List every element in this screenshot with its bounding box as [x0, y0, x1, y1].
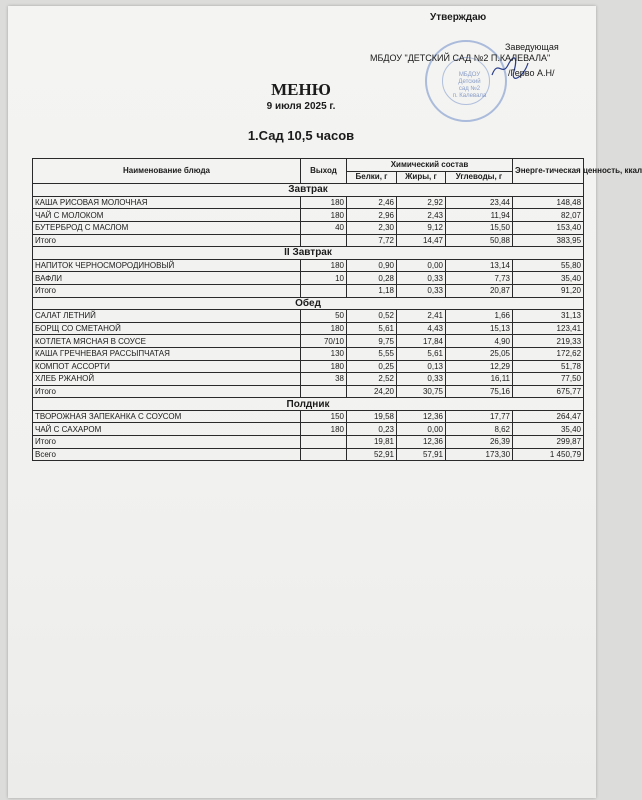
dish-energy: 219,33 — [513, 335, 584, 348]
dish-energy: 148,48 — [513, 196, 584, 209]
menu-date: 9 июля 2025 г. — [266, 101, 336, 112]
dish-yield: 180 — [301, 196, 347, 209]
table-row — [33, 347, 584, 360]
empty-cell — [301, 436, 347, 449]
dish-protein: 0,25 — [347, 360, 397, 373]
table-row — [33, 322, 584, 335]
dish-fat: 0,33 — [397, 272, 446, 285]
total-protein: 1,18 — [347, 284, 397, 297]
dish-name: КАША РИСОВАЯ МОЛОЧНАЯ — [33, 196, 301, 209]
dish-energy: 82,07 — [513, 209, 584, 222]
total-fat: 0,33 — [397, 284, 446, 297]
col-yield-header: Выход — [301, 159, 347, 184]
dish-yield: 180 — [301, 322, 347, 335]
total-row — [33, 385, 584, 398]
total-carbs: 50,88 — [446, 234, 513, 247]
dish-yield: 180 — [301, 423, 347, 436]
dish-protein: 5,61 — [347, 322, 397, 335]
dish-carbs: 8,62 — [446, 423, 513, 436]
table-row — [33, 335, 584, 348]
dish-yield: 180 — [301, 209, 347, 222]
dish-fat: 0,00 — [397, 423, 446, 436]
dish-yield: 50 — [301, 310, 347, 323]
dish-name: БУТЕРБРОД С МАСЛОМ — [33, 221, 301, 234]
dish-fat: 0,00 — [397, 259, 446, 272]
total-energy: 299,87 — [513, 436, 584, 449]
dish-protein: 2,52 — [347, 373, 397, 386]
dish-name: НАПИТОК ЧЕРНОСМОРОДИНОВЫЙ — [33, 259, 301, 272]
dish-carbs: 17,77 — [446, 410, 513, 423]
empty-cell — [301, 284, 347, 297]
dish-carbs: 7,73 — [446, 272, 513, 285]
dish-name: ХЛЕБ РЖАНОЙ — [33, 373, 301, 386]
dish-yield: 70/10 — [301, 335, 347, 348]
dish-carbs: 11,94 — [446, 209, 513, 222]
dish-carbs: 12,29 — [446, 360, 513, 373]
dish-carbs: 16,11 — [446, 373, 513, 386]
total-row — [33, 284, 584, 297]
dish-energy: 172,62 — [513, 347, 584, 360]
dish-carbs: 15,50 — [446, 221, 513, 234]
table-row — [33, 209, 584, 222]
dish-fat: 2,43 — [397, 209, 446, 222]
total-carbs: 20,87 — [446, 284, 513, 297]
dish-protein: 2,46 — [347, 196, 397, 209]
dish-fat: 9,12 — [397, 221, 446, 234]
grand-total-label: Всего — [33, 448, 301, 461]
dish-fat: 0,13 — [397, 360, 446, 373]
col-chem-header: Химический состав — [347, 159, 513, 172]
grand-total-energy: 1 450,79 — [513, 448, 584, 461]
dish-carbs: 13,14 — [446, 259, 513, 272]
dish-protein: 0,52 — [347, 310, 397, 323]
approve-label: Утверждаю — [430, 12, 487, 23]
total-row — [33, 436, 584, 449]
empty-cell — [301, 385, 347, 398]
table-row — [33, 360, 584, 373]
head-position: Заведующая — [505, 42, 559, 52]
dish-energy: 153,40 — [513, 221, 584, 234]
dish-carbs: 4,90 — [446, 335, 513, 348]
total-label: Итого — [33, 284, 301, 297]
dish-name: ВАФЛИ — [33, 272, 301, 285]
total-fat: 12,36 — [397, 436, 446, 449]
dish-fat: 5,61 — [397, 347, 446, 360]
dish-fat: 4,43 — [397, 322, 446, 335]
table-row — [33, 373, 584, 386]
total-label: Итого — [33, 436, 301, 449]
dish-energy: 123,41 — [513, 322, 584, 335]
dish-name: ЧАЙ С МОЛОКОМ — [33, 209, 301, 222]
head-name: /Герво А.Н/ — [508, 68, 555, 78]
empty-cell — [301, 448, 347, 461]
dish-fat: 17,84 — [397, 335, 446, 348]
table-row — [33, 272, 584, 285]
dish-yield: 180 — [301, 259, 347, 272]
dish-name: САЛАТ ЛЕТНИЙ — [33, 310, 301, 323]
dish-energy: 77,50 — [513, 373, 584, 386]
dish-fat: 2,41 — [397, 310, 446, 323]
section-title: Обед — [33, 297, 584, 310]
dish-protein: 2,96 — [347, 209, 397, 222]
dish-energy: 31,13 — [513, 310, 584, 323]
dish-energy: 35,40 — [513, 423, 584, 436]
dish-energy: 51,78 — [513, 360, 584, 373]
col-carbs-header: Углеводы, г — [446, 171, 513, 184]
grand-total-protein: 52,91 — [347, 448, 397, 461]
col-fat-header: Жиры, г — [397, 171, 446, 184]
total-protein: 7,72 — [347, 234, 397, 247]
dish-name: КАША ГРЕЧНЕВАЯ РАССЫПЧАТАЯ — [33, 347, 301, 360]
section-header-row — [33, 184, 584, 197]
dish-name: БОРЩ СО СМЕТАНОЙ — [33, 322, 301, 335]
col-energy-header: Энерге-тическая ценность, ккал — [513, 159, 584, 184]
table-row — [33, 410, 584, 423]
dish-yield: 130 — [301, 347, 347, 360]
grand-total-carbs: 173,30 — [446, 448, 513, 461]
table-row — [33, 196, 584, 209]
table-row — [33, 221, 584, 234]
dish-yield: 150 — [301, 410, 347, 423]
dish-fat: 12,36 — [397, 410, 446, 423]
dish-protein: 0,28 — [347, 272, 397, 285]
section-title: Полдник — [33, 398, 584, 411]
dish-name: ЧАЙ С САХАРОМ — [33, 423, 301, 436]
dish-protein: 5,55 — [347, 347, 397, 360]
total-carbs: 26,39 — [446, 436, 513, 449]
section-title: II Завтрак — [33, 247, 584, 260]
total-carbs: 75,16 — [446, 385, 513, 398]
dish-protein: 19,58 — [347, 410, 397, 423]
table-row — [33, 310, 584, 323]
dish-yield: 38 — [301, 373, 347, 386]
dish-name: КОМПОТ АССОРТИ — [33, 360, 301, 373]
dish-protein: 0,23 — [347, 423, 397, 436]
section-header-row — [33, 297, 584, 310]
table-row — [33, 423, 584, 436]
dish-fat: 2,92 — [397, 196, 446, 209]
total-fat: 30,75 — [397, 385, 446, 398]
dish-carbs: 23,44 — [446, 196, 513, 209]
dish-yield: 40 — [301, 221, 347, 234]
dish-fat: 0,33 — [397, 373, 446, 386]
dish-protein: 2,30 — [347, 221, 397, 234]
table-row — [33, 259, 584, 272]
dish-carbs: 1,66 — [446, 310, 513, 323]
dish-energy: 264,47 — [513, 410, 584, 423]
dish-yield: 10 — [301, 272, 347, 285]
menu-subtitle: 1.Сад 10,5 часов — [247, 128, 355, 143]
empty-cell — [301, 234, 347, 247]
col-protein-header: Белки, г — [347, 171, 397, 184]
total-energy: 383,95 — [513, 234, 584, 247]
dish-energy: 55,80 — [513, 259, 584, 272]
dish-carbs: 15,13 — [446, 322, 513, 335]
stamp-text: МБДОУ Детский сад №2 п. Калевала — [452, 72, 487, 99]
dish-protein: 0,90 — [347, 259, 397, 272]
dish-yield: 180 — [301, 360, 347, 373]
total-fat: 14,47 — [397, 234, 446, 247]
menu-table-body — [33, 184, 584, 461]
total-energy: 675,77 — [513, 385, 584, 398]
dish-carbs: 25,05 — [446, 347, 513, 360]
section-title: Завтрак — [33, 184, 584, 197]
grand-total-fat: 57,91 — [397, 448, 446, 461]
section-header-row — [33, 247, 584, 260]
col-name-header: Наименование блюда — [33, 159, 301, 184]
total-protein: 19,81 — [347, 436, 397, 449]
total-protein: 24,20 — [347, 385, 397, 398]
menu-table — [32, 158, 642, 461]
page-title: МЕНЮ — [271, 80, 331, 99]
total-label: Итого — [33, 385, 301, 398]
section-header-row — [33, 398, 584, 411]
dish-name: КОТЛЕТА МЯСНАЯ В СОУСЕ — [33, 335, 301, 348]
dish-name: ТВОРОЖНАЯ ЗАПЕКАНКА С СОУСОМ — [33, 410, 301, 423]
dish-energy: 35,40 — [513, 272, 584, 285]
grand-total-row — [33, 448, 584, 461]
head-organization: МБДОУ "ДЕТСКИЙ САД №2 П.КАЛЕВАЛА" — [370, 53, 551, 63]
dish-protein: 9,75 — [347, 335, 397, 348]
total-energy: 91,20 — [513, 284, 584, 297]
total-label: Итого — [33, 234, 301, 247]
total-row — [33, 234, 584, 247]
